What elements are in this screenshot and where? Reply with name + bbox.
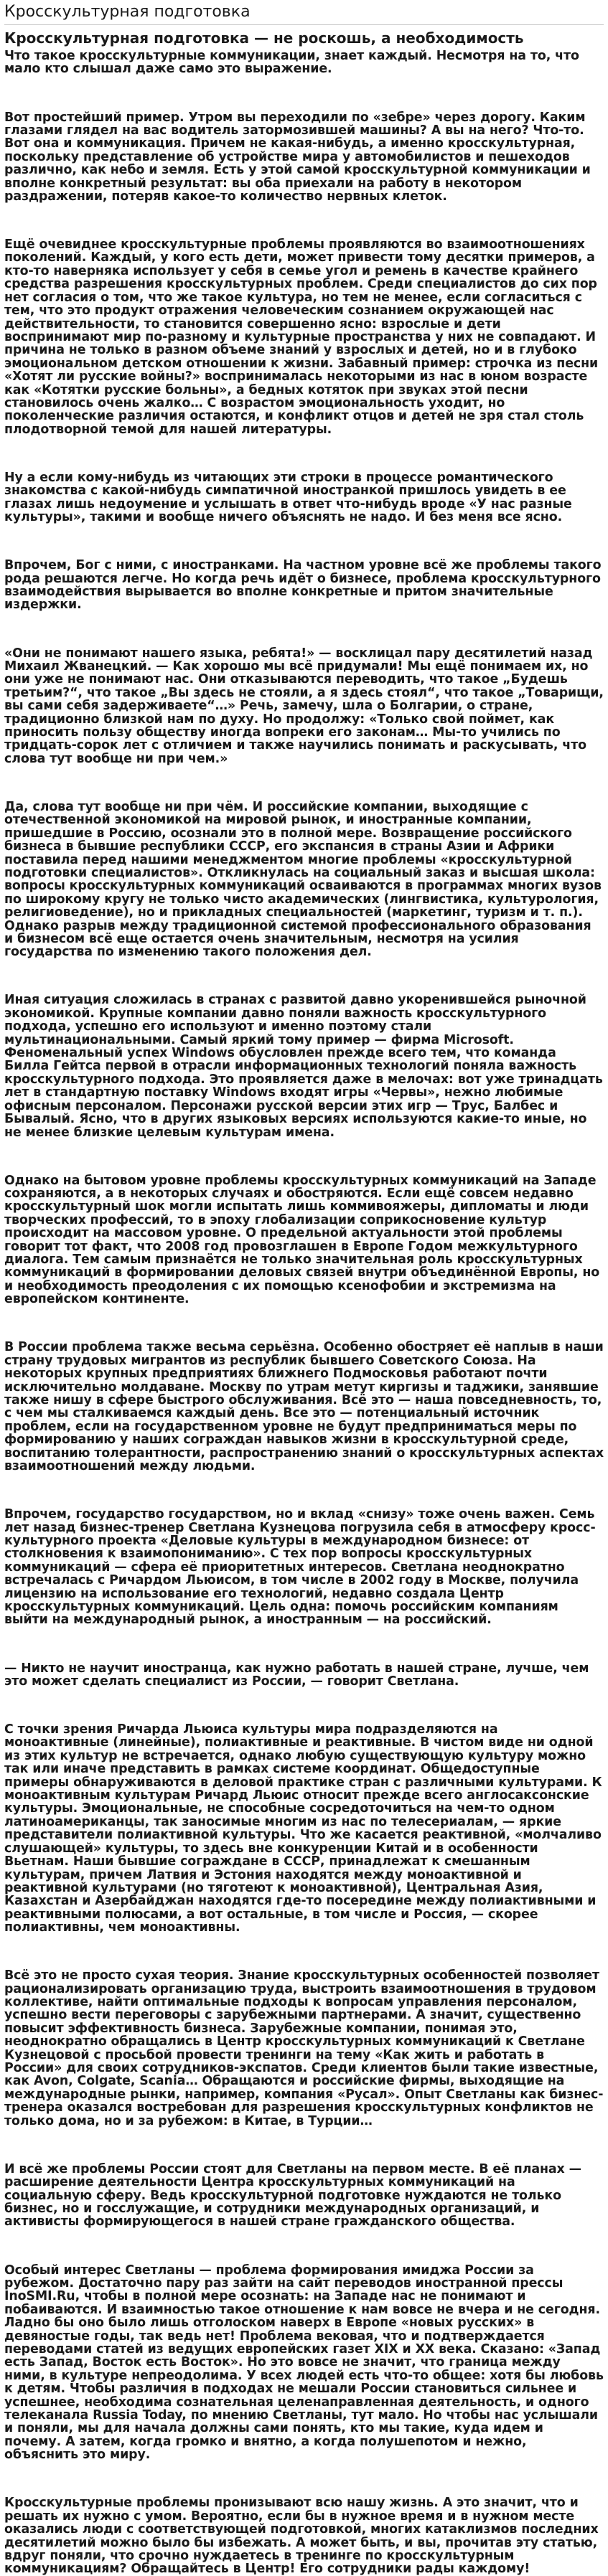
page-title: Кросскультурная подготовка [4, 3, 251, 21]
title-divider [4, 24, 604, 25]
paragraph-6: «Они не понимают нашего языка, ребята!» — восклицал пару десятилетий назад Михаил Жванецкий. — Как хорошо мы всё придумали! Мы ещё понимаем их, но они уже не понимают нас. Они отказываются переводить, что такое „Будешь третьим?“, что такое „Вы здесь не стояли, а я здесь стоял“, что такое „Товарищи, вы сами себя задерживаете“…» Речь, замечу, шла о Болгарии, о стране, традиционно близкой нам по духу. Но продолжу: «Только свой поймет, как приносить пользу обществу иногда вопреки его законам… Мы-то учились по тридцать-сорок лет с отличием и также научились понимать и раскусывать, что слова тут вообще ни при чем.» [4, 646, 604, 766]
paragraph-5: Впрочем, Бог с ними, с иностранками. На частном уровне всё же проблемы такого рода решаются легче. Но когда речь идёт о бизнесе, проблема кросскультурного взаимодействия вырывается во вполне конкретные и притом значительные издержки. [4, 558, 602, 613]
paragraph-15: И всё же проблемы России стоят для Светланы на первом месте. В её планах — расширение деятельности Центра кросскультурных коммуникаций на социальную сферу. Ведь кросскультурной подготовке нуждаются не только бизнес, но и госслужащие, и сотрудники международных организаций, и активисты формирующегося в нашей стране гражданского общества. [4, 2161, 581, 2230]
paragraph-14: Всё это не просто сухая теория. Знание кросскультурных особенностей позволяет рационализировать организацию труда, выстроить взаимоотношения в трудовом коллективе, найти оптимальные подходы к вопросам управления персоналом, успешно вести переговоры с зарубежными партнерами. А значит, существенно повысит эффективность бизнеса. Зарубежные компании, понимая это, неоднократно обращались в Центр кросскультурных коммуникаций к Светлане Кузнецовой с просьбой провести тренинги на тему «Как жить и работать в России» для своих сотрудников-экспатов. Среди клиентов были такие известные, как Avon, Colgate, Scania… Обращаются и российские фирмы, выходящие на международные рынки, например, компания «Русал». Опыт Светланы как бизнес-тренера оказался востребован для разрешения кросскультурных конфликтов не только дома, но и за рубежом: в Китае, в Турции… [4, 1968, 604, 2128]
paragraph-8: Иная ситуация сложилась в странах с развитой давно укоренившейся рыночной экономикой. Крупные компании давно поняли важность кросскультурного подхода, успешно его используют и именно поэтому стали мультинациональными. Самый яркий тому пример — фирма Microsoft. Феноменальный успех Windows обусловлен прежде всего тем, что команда Билла Гейтса первой в отрасли информационных технологий поняла важность кросскультурного подхода. Это проявляется даже в мелочах: вот уже тринадцать лет в стандартную поставку Windows входят игры «Червы», нежно любимые офисным персоналом. Персонажи русской версии этих игр — Трус, Балбес и Бывалый. Ясно, что в других языковых версиях используются какие-то иные, но не менее близкие целевым культурам имена. [4, 993, 603, 1140]
paragraph-2: Вот простейший пример. Утром вы переходили по «зебре» через дорогу. Каким глазами глядел на вас водитель затормозившей машины? А вы на него? Что-то. Вот она и коммуникация. Причем не какая-нибудь, а именно кросскультурная, поскольку представление об устройстве мира у автомобилистов и пешеходов различно, как небо и земля. Есть у этой самой кросскультурной коммуникации и вполне конкретный результат: вы оба приехали на работу в некотором раздражении, потеряв какое-то количество нервных клеток. [4, 110, 591, 204]
paragraph-17: Кросскультурные проблемы пронизывают всю нашу жизнь. А это значит, что и решать их нужно с умом. Вероятно, если бы в нужное время и в нужном месте оказались люди с соответствующей подготовкой, многих катаклизмов последних десятилетий можно было бы избежать. А может быть, и вы, прочитав эту статью, вдруг поняли, что срочно нуждаетесь в тренинге по кросскультурным коммуникациям? Обращайтесь в Центр! Его сотрудники рады каждому! [4, 2496, 599, 2576]
paragraph-13: С точки зрения Ричарда Льюиса культуры мира подразделяются на моноактивные (линейные), полиактивные и реактивные. В чистом виде ни одной из этих культур не встречается, однако любую существующую культуру можно так или иначе представить в рамках системе координат. Общедоступные примеры обнаруживаются в деловой практике стран с различными культурами. К моноактивным культурам Ричард Льюис относит прежде всего англосаксонские культуры. Эмоциональные, не способные сосредоточиться на чем-то одном латиноамериканцы, так заносимые многим из нас по телесериалам, — яркие представители полиактивной культуры. Что же касается реактивной, «молчаливо слушающей» культуры, то здесь вне конкуренции Китай и в особенности Вьетнам. Наши бывшие сограждане в СССР, принадлежат к смешанным культурам, причем Латвия и Эстония находятся между моноактивной и реактивной культурами (но тяготеют к моноактивной), Центральная Азия, Казахстан и Азербайджан находятся где-то посередине между полиактивными и реактивными полюсами, а вот остальные, в том числе и Россия, — скорее полиактивны, чем моноактивны. [4, 1722, 602, 1935]
paragraph-9: Однако на бытовом уровне проблемы кросскультурных коммуникаций на Западе сохраняются, а в некоторых случаях и обостряются. Если ещё совсем недавно кросскультурный шок могли испытать лишь коммивояжеры, дипломаты и люди творческих профессий, то в эпоху глобализации соприкосновение культур происходит на массовом уровне. О предельной актуальности этой проблемы говорит тот факт, что 2008 год провозглашен в Европе Годом межкультурного диалога. Тем самым признаётся не только значительная роль кросскультурных коммуникаций в формировании деловых связей внутри объединённой Европы, но и необходимость преодоления с их помощью ксенофобии и экстремизма на европейском континенте. [4, 1173, 600, 1307]
paragraph-3: Ещё очевиднее кросскультурные проблемы проявляются во взаимоотношениях поколений. Каждый, у кого есть дети, может привести тому десятки примеров, а кто-то наверняка использует у себя в семье угол и ремень в качестве крайнего средства разрешения кросскультурных проблем. Среди специалистов до сих пор нет согласия о том, что же такое культура, но тем не менее, если согласиться с тем, что это продукт отражения человеческим сознанием окружающей нас действительности, то становится совершенно ясно: взрослые и дети воспринимают мир по-разному и культурные пространства у них не совпадают. И причина не только в разном объеме знаний у взрослых и детей, но и в глубоко эмоциональном детском отношении к жизни. Забавный пример: строчка из песни «Хотят ли русские войны?» воспринималась некоторыми из нас в юном возрасте как «Котятки русские больны», а бедных котяток при звуках этой песни становилось очень жалко… С возрастом эмоциональность уходит, но поколенческие различия остаются, и конфликт отцов и детей не зря стал столь плодотворной темой для нашей литературы. [4, 237, 599, 437]
paragraph-10: В России проблема также весьма серьёзна. Особенно обостряет её наплыв в наши страну трудовых мигрантов из республик бывшего Советского Союза. На некоторых крупных предприятиях ближнего Подмосковья работают почти исключительно молдаване. Москву по утрам метут киргизы и таджики, занявшие также нишу в сфере быстрого обслуживания. Всё это — наша повседневность, то, с чем мы сталкиваемся каждый день. Все это — потенциальный источник проблем, если на государственном уровне не будут предприниматься меры по формированию у наших сограждан навыков жизни в кросскультурной среде, воспитанию толерантности, распространению знаний о кросскультурных аспектах взаимоотношений между людьми. [4, 1340, 604, 1474]
paragraph-16: Особый интерес Светланы — проблема формирования имиджа России за рубежом. Достаточно пару раз зайти на сайт переводов иностранной прессы InoSMI.Ru, чтобы в полной мере осознать: на Западе нас не понимают и побаиваются. И взаимностью такое отношение к нам вовсе не вчера и не сегодня. Ладно бы оно было лишь отголоском наверх в Европе «новых русских» в девяностые годы, так ведь нет! Проблема вековая, что и подтверждается переводами статей из ведущих европейских газет XIX и XX века. Сказано: «Запад есть Запад, Восток есть Восток». Но это вовсе не значит, что граница между ними, в культуре непреодолима. У всех людей есть что-то общее: хотя бы любовь к детям. Чтобы различия в подходах не мешали России становиться сильнее и успешнее, необходима сознательная целенаправленная деятельность, и одного телеканала Russia Today, по мнению Светланы, тут мало. Но чтобы нас услышали и поняли, мы для начала должны сами понять, кто мы такие, куда идем и почему. А затем, когда громко и внятно, а когда полушепотом и нежно, объяснить это миру. [4, 2263, 604, 2463]
paragraph-4: Ну а если кому-нибудь из читающих эти строки в процессе романтического знакомства с какой-нибудь симпатичной иностранкой пришлось увидеть в ее глазах лишь недоумение и услышать в ответ что-нибудь вроде «У нас разные культуры», такими и вообще ничего объяснять не надо. И без меня все ясно. [4, 470, 572, 525]
article-body [4, 49, 604, 2576]
article-heading: Кросскультурная подготовка — не роскошь, а необходимость [4, 29, 524, 47]
paragraph-7: Да, слова тут вообще ни при чём. И российские компании, выходящие с отечественной экономикой на мировой рынок, и иностранные компании, пришедшие в Россию, осознали это в полной мере. Возвращение российского бизнеса в бывшие республики СССР, его экспансия в страны Азии и Африки поставила перед нашими менеджментом многие проблемы «кросскультурной подготовки специалистов». Откликнулась на социальный заказ и высшая школа: вопросы кросскультурных коммуникаций осваиваются в программах многих вузов по широкому кругу не только чисто академических (лингвистика, культурология, религиоведение), но и прикладных специальностей (маркетинг, туризм и т. п.). Однако разрыв между традиционной системой профессионального образования и бизнесом всё еще остается очень значительным, несмотря на усилия государства по изменению такого положения дел. [4, 799, 602, 960]
paragraph-1: Что такое кросскультурные коммуникации, знает каждый. Несмотря на то, что мало кто слышал даже само это выражение. [4, 49, 579, 77]
paragraph-12: — Никто не научит иностранца, как нужно работать в нашей стране, лучше, чем это может сделать специалист из России, — говорит Светлана. [4, 1661, 589, 1689]
paragraph-11: Впрочем, государство государством, но и вклад «снизу» тоже очень важен. Семь лет назад бизнес-тренер Светлана Кузнецова погрузила себя в атмосферу кросс-культурного проекта «Деловые культуры в международном бизнесе: от столкновения к взаимопониманию». С тех пор вопросы кросскультурных коммуникаций — сфера её приоритетных интересов. Светлана неоднократно встречалась с Ричардом Льюисом, в том числе в 2002 году в Москве, получила лицензию на использование его технологий, недавно создала Центр кросскультурных коммуникаций. Цель одна: помочь российским компаниям выйти на международный рынок, а иностранным — на российский. [4, 1507, 596, 1628]
